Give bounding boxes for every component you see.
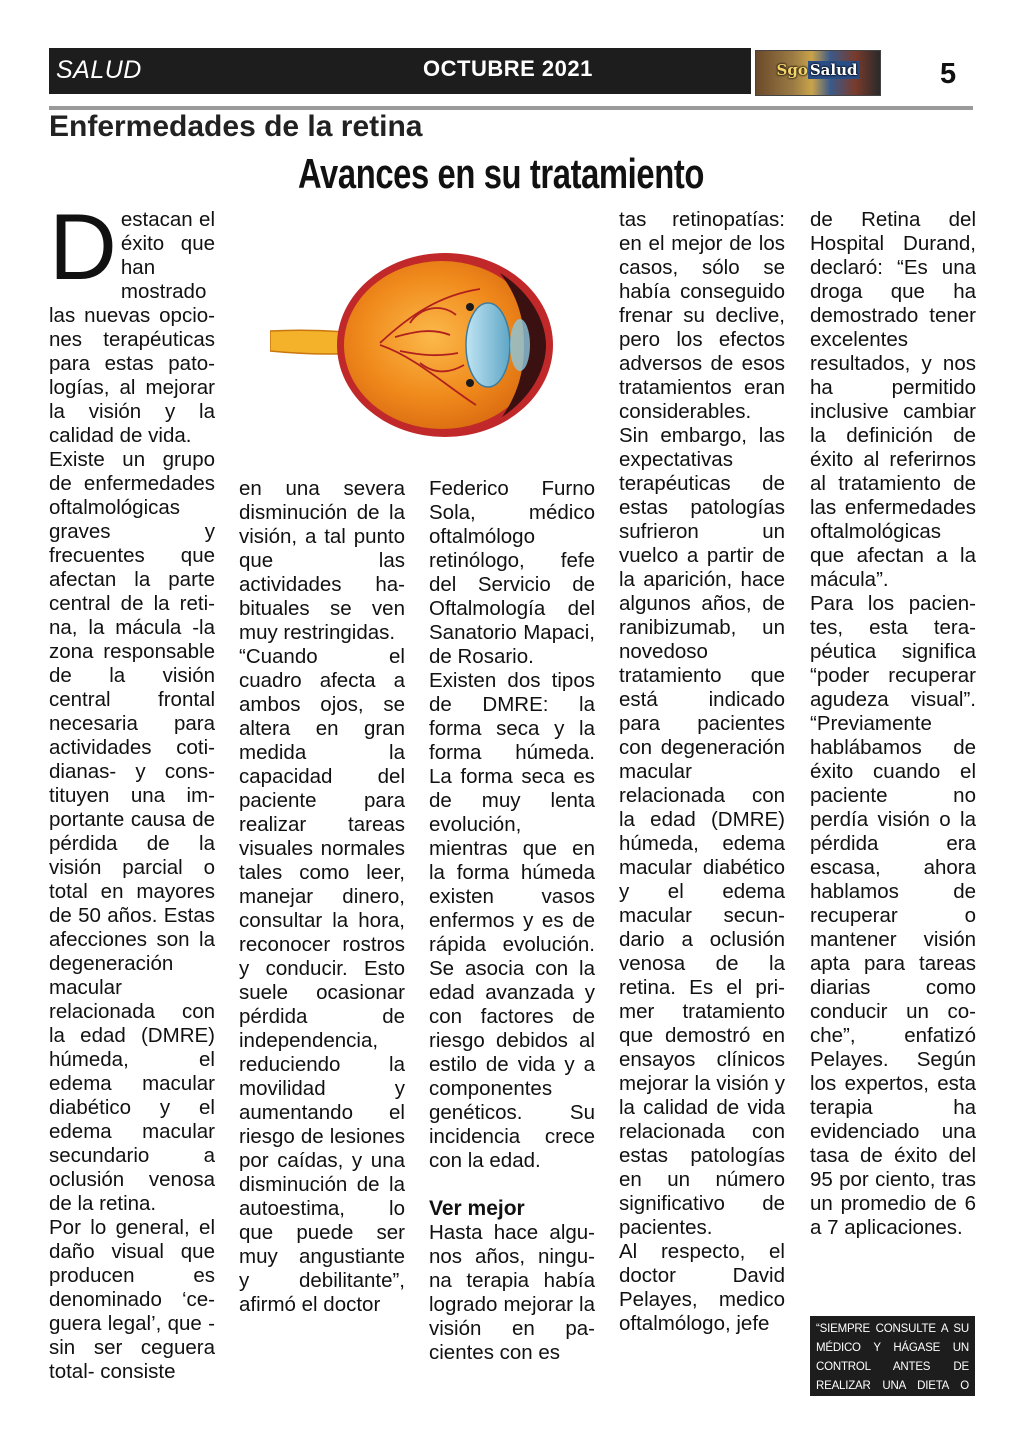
paragraph: en una severa disminución de la visión, a tal punto que las actividades habituales se ven muy restringidas. [239,477,405,644]
paragraph: Destacan el éxito que han mostrado las nuevas opciones terapéuticas para estas patologías, al mejorar la visión y la calidad de vida. [49,194,215,447]
issue-date: OCTUBRE 2021 [423,56,593,81]
page-number: 5 [940,58,957,90]
paragraph: Existen dos tipos de DMRE: la forma seca y la forma húmeda. La forma seca es de muy lenta evolución, mientras que en la forma húmeda existen vasos enfermos y es de rápida evolución. Se asocia con la edad avanzada y con factores de riesgo debidos al estilo de vida y a componentes genéticos. Su incidencia crece con la edad. [429,669,595,1172]
eye-cross-section-icon [270,245,555,445]
column-1 [49,194,215,1384]
paragraph: Por lo general, el daño visual que producen es denominado ‘ceguera legal’, que -sin ser ceguera total- consiste [49,1216,215,1383]
article-kicker: Enfermedades de la retina [49,110,423,143]
section-label: SALUD [56,56,142,84]
column-3 [429,477,595,1365]
column-5 [810,208,976,1240]
paragraph: de Retina del Hospital Durand, declaró: “Es una droga que ha demostrado tener excelentes resultados, y nos ha permitido inclusive cambiar la definición de éxito al referirnos al tratamiento de las enfermedades oftalmológicas que afectan a la mácula”. [810,208,976,591]
logo-text: Sgo Salud [776,61,858,79]
subheading: Ver mejor [429,1197,525,1220]
column-4 [619,208,785,1336]
paragraph: Hasta hace algunos años, ninguna terapia había logrado mejorar la visión en pacientes con es [429,1221,595,1364]
drop-cap: D [49,194,117,299]
paragraph: Al respecto, el doctor David Pelayes, medico oftalmólogo, jefe [619,1240,785,1335]
publication-logo [755,50,881,96]
paragraph: tas retinopatías: en el mejor de los casos, sólo se había conseguido frenar su declive, pero los efectos adversos de esos tratamientos eran considerables. [619,208,785,423]
paragraph: Existe un grupo de enfermedades oftalmológicas graves y frecuentes que afectan la parte central de la retina, la mácula -la zona responsable de la visión central frontal necesaria para actividades cotidianas- y constituyen una importante causa de pérdida de la visión parcial o total en mayores de 50 años. Estas afecciones son la degeneración macular relacionada con la edad (DMRE) húmeda, el edema macular diabético y el edema macular secundario a oclusión venosa de la retina. [49,448,215,1215]
header-bar [49,48,751,94]
paragraph: “Cuando el cuadro afecta a ambos ojos, se altera en gran medida la capacidad del paciente para realizar tareas visuales normales tales como leer, manejar dinero, consultar la hora, reconocer rostros y conducir. Esto suele ocasionar pérdida de independencia, reduciendo la movilidad y aumentando el riesgo de lesiones por caídas, y una disminución de la autoestima, lo que puede ser muy angustiante y debilitante”, afirmó el doctor [239,645,405,1316]
pull-quote-box: “SIEMPRE CONSULTE A SU MÉDICO Y HÁGASE UN CONTROL ANTES DE REALIZAR UNA DIETA O ACTIVADAD FÍSICA” [810,1316,975,1396]
column-2 [239,477,405,1317]
article-headline: Avances en su tratamiento [298,150,704,197]
paragraph: Federico Furno Sola, médico oftalmólogo retinólogo, fefe del Servicio de Oftalmología del Sanatorio Mapaci, de Rosario. [429,477,595,668]
paragraph: Para los pacientes, esta terapéutica significa “poder recuperar agudeza visual”. “Previamente hablábamos de éxito cuando el paciente no perdía visión o la pérdida era escasa, ahora hablamos de recuperar o mantener visión apta para tareas diarias como conducir un coche”, enfatizó Pelayes. Según los expertos, esta terapia ha evidenciado una tasa de éxito del 95 por ciento, tras un promedio de 6 a 7 aplicaciones. [810,592,976,1239]
paragraph: Sin embargo, las expectativas terapéuticas de estas patologías sufrieron un vuelco a partir de la aparición, hace algunos años, de ranibizumab, un novedoso tratamiento que está indicado para pacientes con degeneración macular relacionada con la edad (DMRE) húmeda, edema macular diabético y el edema macular secundario a oclusión venosa de la retina. Es el primer tratamiento que demostró en ensayos clínicos mejorar la visión y la calidad de vida relacionada con estas patologías en un número significativo de pacientes. [619,424,785,1239]
spacer [429,1173,595,1197]
